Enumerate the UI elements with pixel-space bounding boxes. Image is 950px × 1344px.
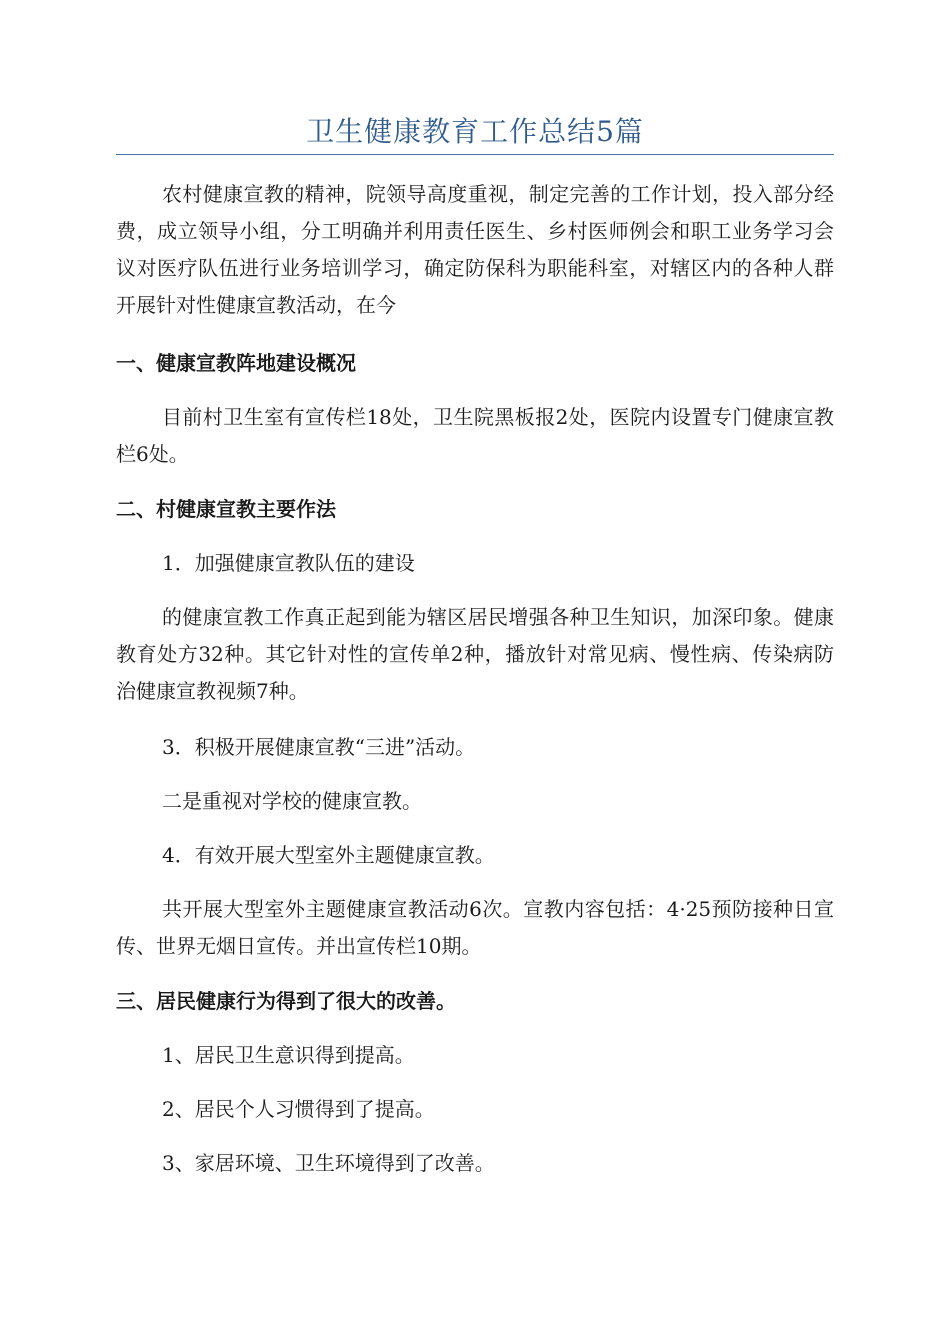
section-3-heading: 三、居民健康行为得到了很大的改善。 [116,989,456,1013]
section-2-heading: 二、村健康宣教主要作法 [116,497,336,521]
section-2-item-4: 4．有效开展大型室外主题健康宣教。 [162,843,495,867]
section-3-item-3: 3、家居环境、卫生环境得到了改善。 [162,1151,495,1175]
document-title: 卫生健康教育工作总结5篇 [306,115,644,148]
section-2-paragraph-school: 二是重视对学校的健康宣教。 [162,789,422,813]
section-2-item-1: 1．加强健康宣教队伍的建设 [162,551,415,575]
section-2-item-3: 3．积极开展健康宣教“三进”活动。 [162,735,476,759]
section-1-heading: 一、健康宣教阵地建设概况 [116,351,356,375]
section-3-item-2: 2、居民个人习惯得到了提高。 [162,1097,435,1121]
section-2-paragraph-events: 共开展大型室外主题健康宣教活动6次。宣教内容包括：4·25预防接种日宣传、世界无烟日宣传。并出宣传栏10期。 [116,897,834,958]
section-1-paragraph-1: 目前村卫生室有宣传栏18处，卫生院黑板报2处，医院内设置专门健康宣教栏6处。 [116,405,834,466]
intro-paragraph: 农村健康宣教的精神，院领导高度重视，制定完善的工作计划，投入部分经费，成立领导小组，分工明确并利用责任医生、乡村医师例会和职工业务学习会议对医疗队伍进行业务培训学习，确定防保科为职能科室，对辖区内的各种人群开展针对性健康宣教活动，在今 [116,182,834,317]
section-2-paragraph: 的健康宣教工作真正起到能为辖区居民增强各种卫生知识，加深印象。健康教育处方32种。其它针对性的宣传单2种，播放针对常见病、慢性病、传染病防治健康宣教视频7种。 [116,605,834,703]
title-underline [116,154,834,155]
section-3-item-1: 1、居民卫生意识得到提高。 [162,1043,415,1067]
